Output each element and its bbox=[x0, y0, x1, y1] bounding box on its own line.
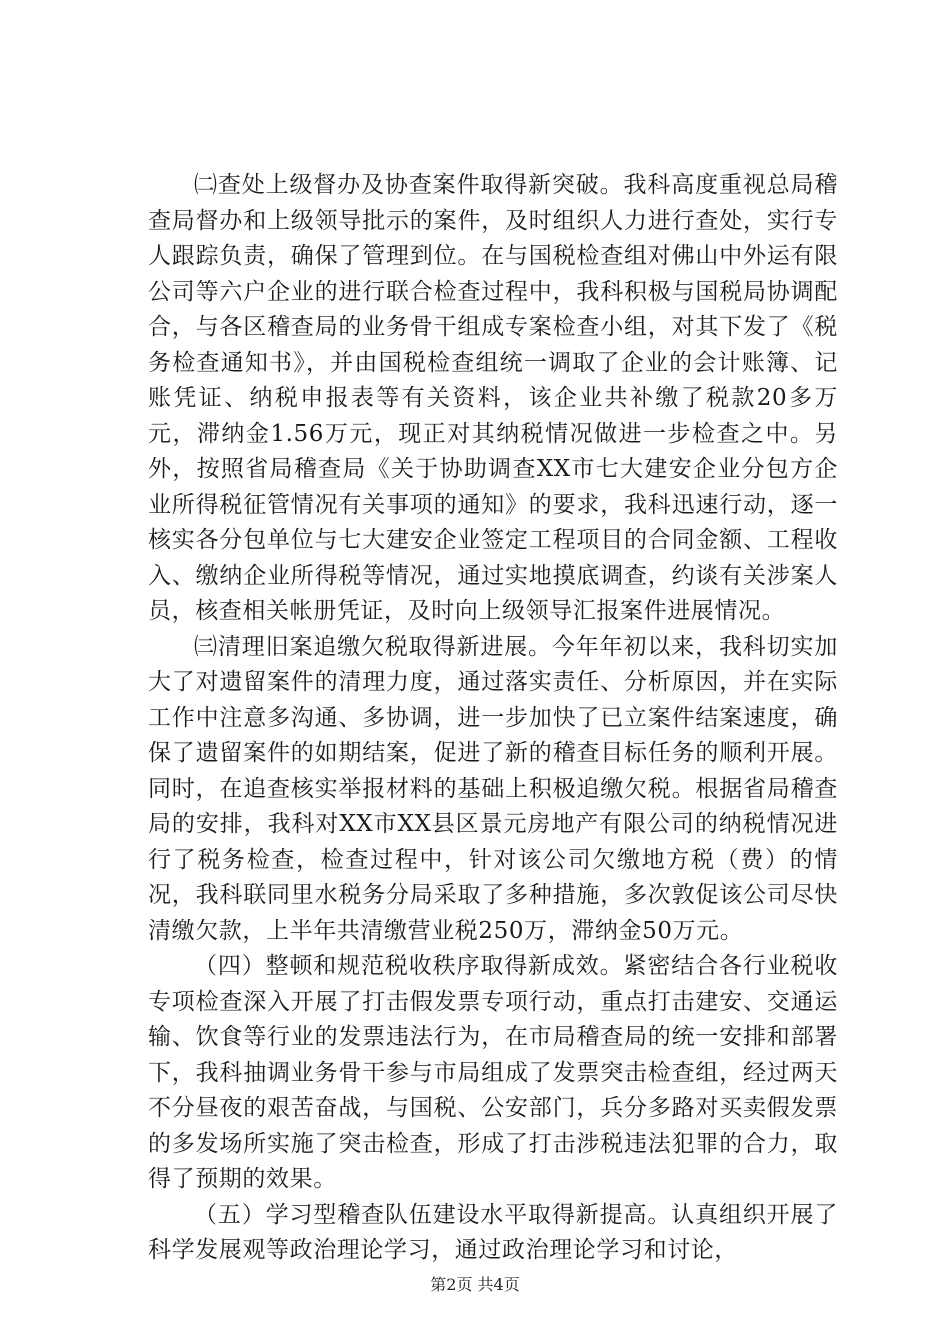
paragraph-4-tax-order: （四）整顿和规范税收秩序取得新成效。紧密结合各行业税收专项检查深入开展了打击假发票专项行动，重点打击建安、交通运输、饮食等行业的发票违法行为，在市局稽查局的统一安排和部署下，我科抽调业务骨干参与市局组成了发票突击检查组，经过两天不分昼夜的艰苦奋战，与国税、公安部门，兵分多路对买卖假发票的多发场所实施了突击检查，形成了打击涉税违法犯罪的合力，取得了预期的效果。 bbox=[148, 953, 838, 1192]
paragraph-5-team-building: （五）学习型稽查队伍建设水平取得新提高。认真组织开展了科学发展观等政治理论学习，通过政治理论学习和讨论， bbox=[148, 1201, 838, 1263]
page-footer: 第2页 共4页 bbox=[430, 1275, 520, 1294]
paragraph-3-old-cases: ㈢清理旧案追缴欠税取得新进展。今年年初以来，我科切实加大了对遗留案件的清理力度，通过落实责任、分析原因，并在实际工作中注意多沟通、多协调，进一步加快了已立案件结案速度，确保了遗留案件的如期结案，促进了新的稽查目标任务的顺利开展。同时，在追查核实举报材料的基础上积极追缴欠税。根据省局稽查局的安排，我科对XX市XX县区景元房地产有限公司的纳税情况进行了税务检查，检查过程中，针对该公司欠缴地方税（费）的情况，我科联同里水税务分局采取了多种措施，多次敦促该公司尽快清缴欠款，上半年共清缴营业税250万，滞纳金50万元。 bbox=[148, 633, 838, 944]
paragraph-2-audit-cases: ㈡查处上级督办及协查案件取得新突破。我科高度重视总局稽查局督办和上级领导批示的案件，及时组织人力进行查处，实行专人跟踪负责，确保了管理到位。在与国税检查组对佛山中外运有限公司等六户企业的进行联合检查过程中，我科积极与国税局协调配合，与各区稽查局的业务骨干组成专案检查小组，对其下发了《税务检查通知书》，并由国税检查组统一调取了企业的会计账簿、记账凭证、纳税申报表等有关资料，该企业共补缴了税款20多万元，滞纳金1.56万元，现正对其纳税情况做进一步检查之中。另外，按照省局稽查局《关于协助调查XX市七大建安企业分包方企业所得税征管情况有关事项的通知》的要求，我科迅速行动，逐一核实各分包单位与七大建安企业签定工程项目的合同金额、工程收入、缴纳企业所得税等情况，通过实地摸底调查，约谈有关涉案人员，核查相关帐册凭证，及时向上级领导汇报案件进展情况。 bbox=[148, 172, 838, 624]
document-body bbox=[148, 168, 838, 1269]
